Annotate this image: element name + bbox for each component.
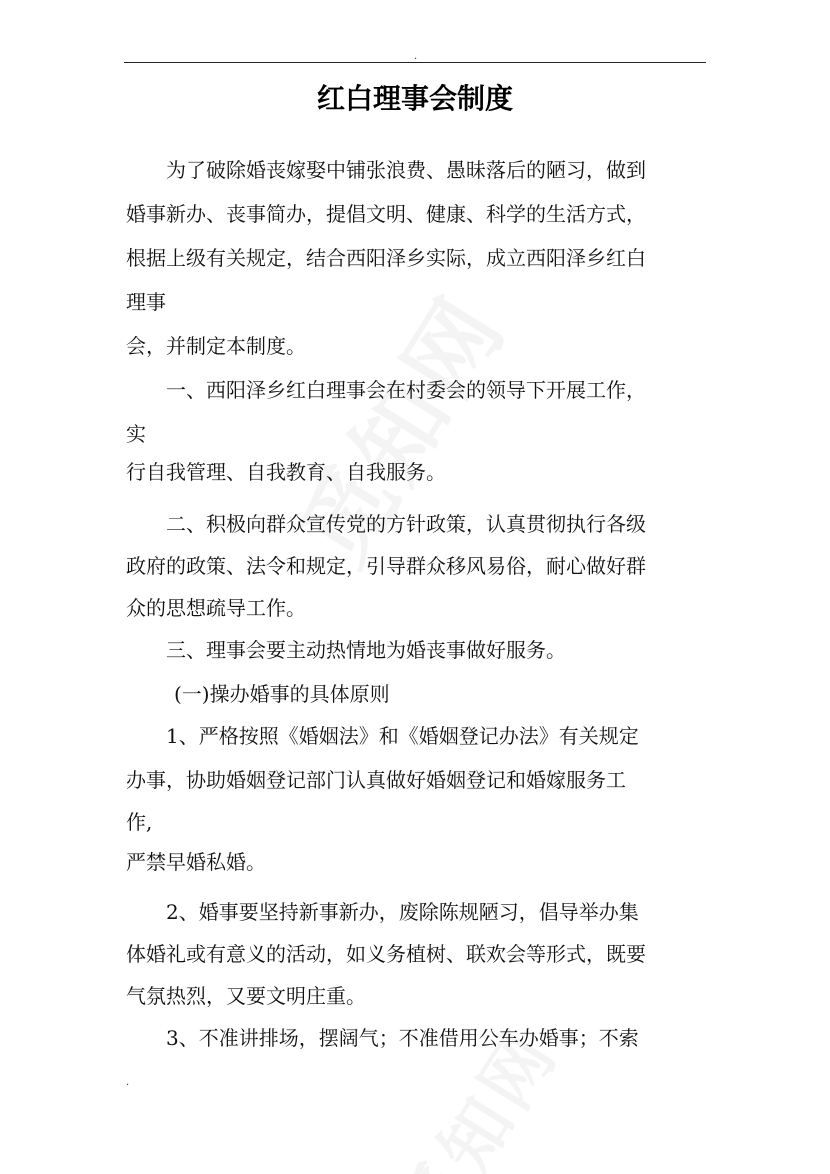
paragraph-line: 婚事新办、丧事简办，提倡文明、健康、科学的生活方式， xyxy=(126,202,646,226)
paragraph-line: 二、积极向群众宣传党的方针政策，认真贯彻执行各级 xyxy=(166,512,646,536)
paragraph-line: 严禁早婚私婚。 xyxy=(126,850,266,874)
paragraph-line: 2、婚事要坚持新事新办，废除陈规陋习，倡导举办集 xyxy=(166,900,639,924)
paragraph-line: 三、理事会要主动热情地为婚丧事做好服务。 xyxy=(166,638,566,662)
document-title: 红白理事会制度 xyxy=(316,82,513,115)
paragraph-line: 体婚礼或有意义的活动，如义务植树、联欢会等形式，既要 xyxy=(126,942,646,966)
paragraph-line: 一、西阳泽乡红白理事会在村委会的领导下开展工作， xyxy=(166,378,646,402)
paragraph-line: 行自我管理、自我教育、自我服务。 xyxy=(126,460,446,484)
paragraph-line: 作, xyxy=(126,810,153,834)
paragraph-line: 为了破除婚丧嫁娶中铺张浪费、愚昧落后的陋习，做到 xyxy=(166,158,646,182)
section-heading: (一)操办婚事的具体原则 xyxy=(174,682,390,706)
paragraph-line: 办事，协助婚姻登记部门认真做好婚姻登记和婚嫁服务工 xyxy=(126,768,626,792)
paragraph-line: 气氛热烈，又要文明庄重。 xyxy=(126,984,366,1008)
paragraph-line: 众的思想疏导工作。 xyxy=(126,596,306,620)
paragraph-line: 3、不准讲排场，摆阔气；不准借用公车办婚事；不索 xyxy=(166,1026,639,1050)
paragraph-line: 会，并制定本制度。 xyxy=(126,334,306,358)
header-mark: . xyxy=(414,51,418,62)
paragraph-line: 实 xyxy=(126,422,146,446)
footer-mark: . xyxy=(126,1077,130,1088)
paragraph-line: 理事 xyxy=(126,290,166,314)
paragraph-line: 政府的政策、法令和规定，引导群众移风易俗，耐心做好群 xyxy=(126,554,646,578)
paragraph-line: 根据上级有关规定，结合西阳泽乡实际，成立西阳泽乡红白 xyxy=(126,246,646,270)
paragraph-line: 1、严格按照《婚姻法》和《婚姻登记办法》有关规定 xyxy=(166,724,639,748)
header-rule xyxy=(124,62,706,63)
